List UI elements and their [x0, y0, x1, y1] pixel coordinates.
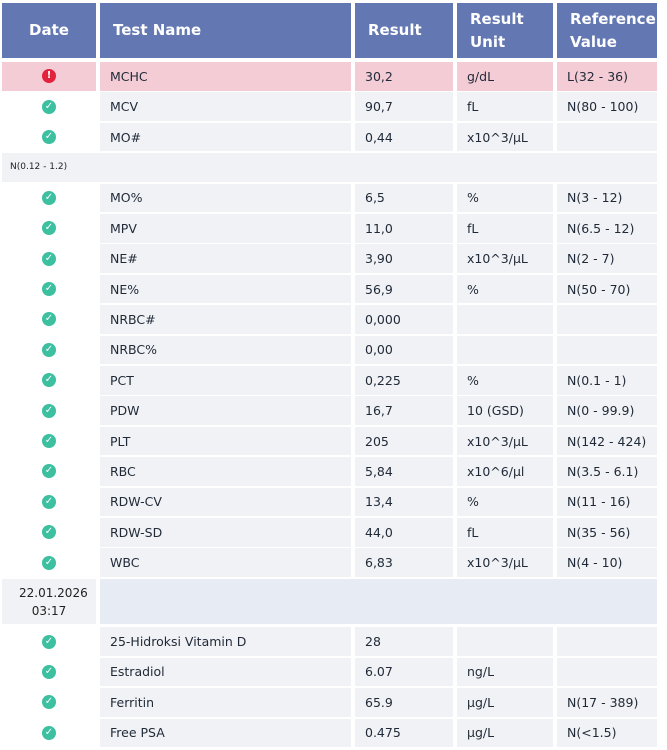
unit-cell-text: 10 (GSD) — [467, 403, 524, 419]
unit-cell-text: x10^3/µL — [467, 129, 528, 145]
test-name-cell-text: Free PSA — [110, 725, 165, 741]
reference-cell — [557, 658, 657, 687]
header-test-name[interactable] — [100, 3, 351, 58]
status-cell — [2, 719, 96, 748]
reference-cell-text: N(0 - 99.9) — [567, 403, 635, 419]
test-name-cell — [100, 92, 351, 121]
test-name-cell-text: MPV — [110, 220, 137, 236]
test-name-cell — [100, 719, 351, 748]
warning-icon: ! — [42, 69, 56, 83]
header-date-text: Date — [29, 21, 69, 39]
check-icon: ✓ — [42, 464, 56, 478]
result-cell-text: 3,90 — [365, 251, 393, 267]
status-cell — [2, 488, 96, 517]
status-cell — [2, 275, 96, 304]
check-icon: ✓ — [42, 695, 56, 709]
status-cell — [2, 627, 96, 656]
test-name-cell-text: NE% — [110, 281, 140, 297]
result-cell-text: 11,0 — [365, 220, 393, 236]
result-cell — [355, 123, 453, 152]
status-cell — [2, 518, 96, 547]
unit-cell — [457, 366, 553, 395]
reference-cell-text: N(35 - 56) — [567, 524, 631, 540]
test-name-cell — [100, 305, 351, 334]
result-cell — [355, 214, 453, 243]
unit-cell — [457, 688, 553, 717]
reference-cell — [557, 548, 657, 577]
reference-cell-text: N(17 - 389) — [567, 694, 639, 710]
result-cell-text: 6,83 — [365, 555, 393, 571]
reference-cell — [557, 427, 657, 456]
check-icon: ✓ — [42, 495, 56, 509]
test-name-cell — [100, 214, 351, 243]
status-cell — [2, 427, 96, 456]
test-name-cell — [100, 658, 351, 687]
reference-cell — [557, 336, 657, 365]
result-cell — [355, 244, 453, 273]
result-cell-text: 30,2 — [365, 68, 393, 84]
result-cell — [355, 336, 453, 365]
test-name-cell-text: MCHC — [110, 68, 148, 84]
reference-note-text: N(0.12 - 1.2) — [10, 162, 68, 173]
date-group-label[interactable] — [2, 579, 96, 624]
unit-cell — [457, 305, 553, 334]
test-name-cell-text: PLT — [110, 433, 131, 449]
unit-cell-text: fL — [467, 220, 479, 236]
test-name-cell-text: PDW — [110, 403, 140, 419]
reference-cell — [557, 275, 657, 304]
result-cell — [355, 396, 453, 425]
result-cell-text: 56,9 — [365, 281, 393, 297]
check-icon: ✓ — [42, 525, 56, 539]
result-cell — [355, 658, 453, 687]
status-cell — [2, 457, 96, 486]
test-name-cell — [100, 396, 351, 425]
reference-cell — [557, 62, 657, 91]
test-name-cell-text: NRBC% — [110, 342, 157, 358]
result-cell-text: 0,00 — [365, 342, 393, 358]
status-cell — [2, 548, 96, 577]
reference-cell-text: N(3.5 - 6.1) — [567, 463, 639, 479]
header-reference-value[interactable] — [557, 3, 657, 58]
test-name-cell — [100, 548, 351, 577]
reference-cell — [557, 688, 657, 717]
reference-cell — [557, 184, 657, 213]
test-name-cell-text: RDW-CV — [110, 494, 162, 510]
unit-cell — [457, 658, 553, 687]
check-icon: ✓ — [42, 130, 56, 144]
unit-cell — [457, 548, 553, 577]
test-name-cell-text: NRBC# — [110, 311, 156, 327]
reference-cell-text: N(50 - 70) — [567, 281, 631, 297]
result-cell-text: 90,7 — [365, 99, 393, 115]
result-cell-text: 0.475 — [365, 725, 401, 741]
unit-cell-text: µg/L — [467, 725, 495, 741]
test-name-cell — [100, 62, 351, 91]
test-name-cell-text: MO% — [110, 190, 143, 206]
check-icon: ✓ — [42, 726, 56, 740]
unit-cell — [457, 488, 553, 517]
test-name-cell-text: WBC — [110, 555, 140, 571]
unit-cell — [457, 396, 553, 425]
status-cell — [2, 92, 96, 121]
result-cell-text: 205 — [365, 433, 389, 449]
reference-cell-text: N(142 - 424) — [567, 433, 647, 449]
status-cell — [2, 688, 96, 717]
test-name-cell-text: Ferritin — [110, 694, 155, 710]
reference-cell-text: N(<1.5) — [567, 725, 617, 741]
reference-cell-text: N(6.5 - 12) — [567, 220, 635, 236]
test-name-cell-text: MO# — [110, 129, 142, 145]
result-cell — [355, 275, 453, 304]
reference-cell — [557, 366, 657, 395]
result-cell — [355, 366, 453, 395]
reference-cell — [557, 305, 657, 334]
status-cell — [2, 123, 96, 152]
unit-cell-text: g/dL — [467, 68, 495, 84]
unit-cell — [457, 123, 553, 152]
test-name-cell — [100, 688, 351, 717]
reference-cell — [557, 518, 657, 547]
unit-cell — [457, 244, 553, 273]
test-name-cell — [100, 275, 351, 304]
result-cell — [355, 488, 453, 517]
result-cell — [355, 627, 453, 656]
unit-cell-text: fL — [467, 99, 479, 115]
unit-cell — [457, 627, 553, 656]
unit-cell-text: x10^3/µL — [467, 433, 528, 449]
status-cell — [2, 184, 96, 213]
test-name-cell — [100, 518, 351, 547]
reference-cell-text: N(2 - 7) — [567, 251, 615, 267]
result-cell-text: 28 — [365, 634, 381, 650]
status-cell — [2, 396, 96, 425]
check-icon: ✓ — [42, 373, 56, 387]
test-name-cell — [100, 123, 351, 152]
result-cell — [355, 719, 453, 748]
check-icon: ✓ — [42, 100, 56, 114]
reference-cell — [557, 627, 657, 656]
header-result[interactable] — [355, 3, 453, 58]
reference-cell-text: N(80 - 100) — [567, 99, 639, 115]
unit-cell-text: ng/L — [467, 664, 495, 680]
check-icon: ✓ — [42, 556, 56, 570]
reference-cell — [557, 719, 657, 748]
reference-cell — [557, 488, 657, 517]
reference-cell — [557, 396, 657, 425]
test-name-cell-text: PCT — [110, 372, 134, 388]
status-cell — [2, 244, 96, 273]
check-icon: ✓ — [42, 665, 56, 679]
unit-cell — [457, 336, 553, 365]
check-icon: ✓ — [42, 404, 56, 418]
unit-cell-text: x10^6/µl — [467, 463, 525, 479]
unit-cell-text: % — [467, 494, 479, 510]
unit-cell — [457, 92, 553, 121]
unit-cell — [457, 719, 553, 748]
reference-cell — [557, 457, 657, 486]
result-cell — [355, 427, 453, 456]
check-icon: ✓ — [42, 221, 56, 235]
status-cell — [2, 62, 96, 91]
test-name-cell-text: 25-Hidroksi Vitamin D — [110, 634, 247, 650]
header-reference-value-text: Reference Value — [570, 9, 656, 51]
result-cell-text: 16,7 — [365, 403, 393, 419]
result-cell — [355, 457, 453, 486]
test-name-cell-text: RDW-SD — [110, 524, 163, 540]
reference-cell — [557, 244, 657, 273]
check-icon: ✓ — [42, 252, 56, 266]
header-test-name-text: Test Name — [113, 21, 202, 39]
date-group-bar — [100, 579, 657, 624]
result-cell-text: 65.9 — [365, 694, 393, 710]
unit-cell-text: % — [467, 190, 479, 206]
result-cell — [355, 518, 453, 547]
result-cell-text: 0,000 — [365, 311, 401, 327]
unit-cell-text: % — [467, 372, 479, 388]
unit-cell-text: fL — [467, 524, 479, 540]
check-icon: ✓ — [42, 343, 56, 357]
reference-cell — [557, 123, 657, 152]
result-cell-text: 44,0 — [365, 524, 393, 540]
test-name-cell — [100, 627, 351, 656]
test-name-cell-text: Estradiol — [110, 664, 165, 680]
test-name-cell-text: MCV — [110, 99, 139, 115]
test-name-cell — [100, 244, 351, 273]
check-icon: ✓ — [42, 312, 56, 326]
result-cell — [355, 184, 453, 213]
reference-note — [2, 153, 657, 182]
check-icon: ✓ — [42, 191, 56, 205]
unit-cell — [457, 427, 553, 456]
reference-cell-text: N(3 - 12) — [567, 190, 623, 206]
header-date[interactable] — [2, 3, 96, 58]
test-name-cell-text: RBC — [110, 463, 136, 479]
result-cell-text: 13,4 — [365, 494, 393, 510]
test-name-cell — [100, 457, 351, 486]
result-cell-text: 6.07 — [365, 664, 393, 680]
status-cell — [2, 305, 96, 334]
unit-cell — [457, 214, 553, 243]
result-cell — [355, 688, 453, 717]
unit-cell — [457, 457, 553, 486]
result-cell-text: 5,84 — [365, 463, 393, 479]
status-cell — [2, 366, 96, 395]
test-name-cell-text: NE# — [110, 251, 138, 267]
reference-cell-text: N(11 - 16) — [567, 494, 631, 510]
status-cell — [2, 336, 96, 365]
status-cell — [2, 658, 96, 687]
result-cell — [355, 305, 453, 334]
unit-cell — [457, 275, 553, 304]
result-cell-text: 0,225 — [365, 372, 401, 388]
unit-cell — [457, 184, 553, 213]
unit-cell-text: µg/L — [467, 694, 495, 710]
check-icon: ✓ — [42, 434, 56, 448]
test-name-cell — [100, 366, 351, 395]
result-cell — [355, 548, 453, 577]
test-name-cell — [100, 427, 351, 456]
status-cell — [2, 214, 96, 243]
reference-cell-text: N(4 - 10) — [567, 555, 623, 571]
result-cell-text: 6,5 — [365, 190, 385, 206]
test-name-cell — [100, 184, 351, 213]
unit-cell-text: x10^3/µL — [467, 251, 528, 267]
reference-cell — [557, 92, 657, 121]
header-result-unit-text: Result Unit — [470, 9, 524, 51]
unit-cell — [457, 518, 553, 547]
reference-cell — [557, 214, 657, 243]
header-result-text: Result — [368, 21, 422, 39]
check-icon: ✓ — [42, 635, 56, 649]
result-cell — [355, 92, 453, 121]
unit-cell-text: % — [467, 281, 479, 297]
header-result-unit[interactable] — [457, 3, 553, 58]
test-name-cell — [100, 336, 351, 365]
reference-cell-text: N(0.1 - 1) — [567, 372, 627, 388]
unit-cell — [457, 62, 553, 91]
date-group-label-text: 22.01.2026 03:17 — [19, 585, 88, 618]
result-cell — [355, 62, 453, 91]
unit-cell-text: x10^3/µL — [467, 555, 528, 571]
reference-cell-text: L(32 - 36) — [567, 68, 628, 84]
result-cell-text: 0,44 — [365, 129, 393, 145]
test-name-cell — [100, 488, 351, 517]
check-icon: ✓ — [42, 282, 56, 296]
